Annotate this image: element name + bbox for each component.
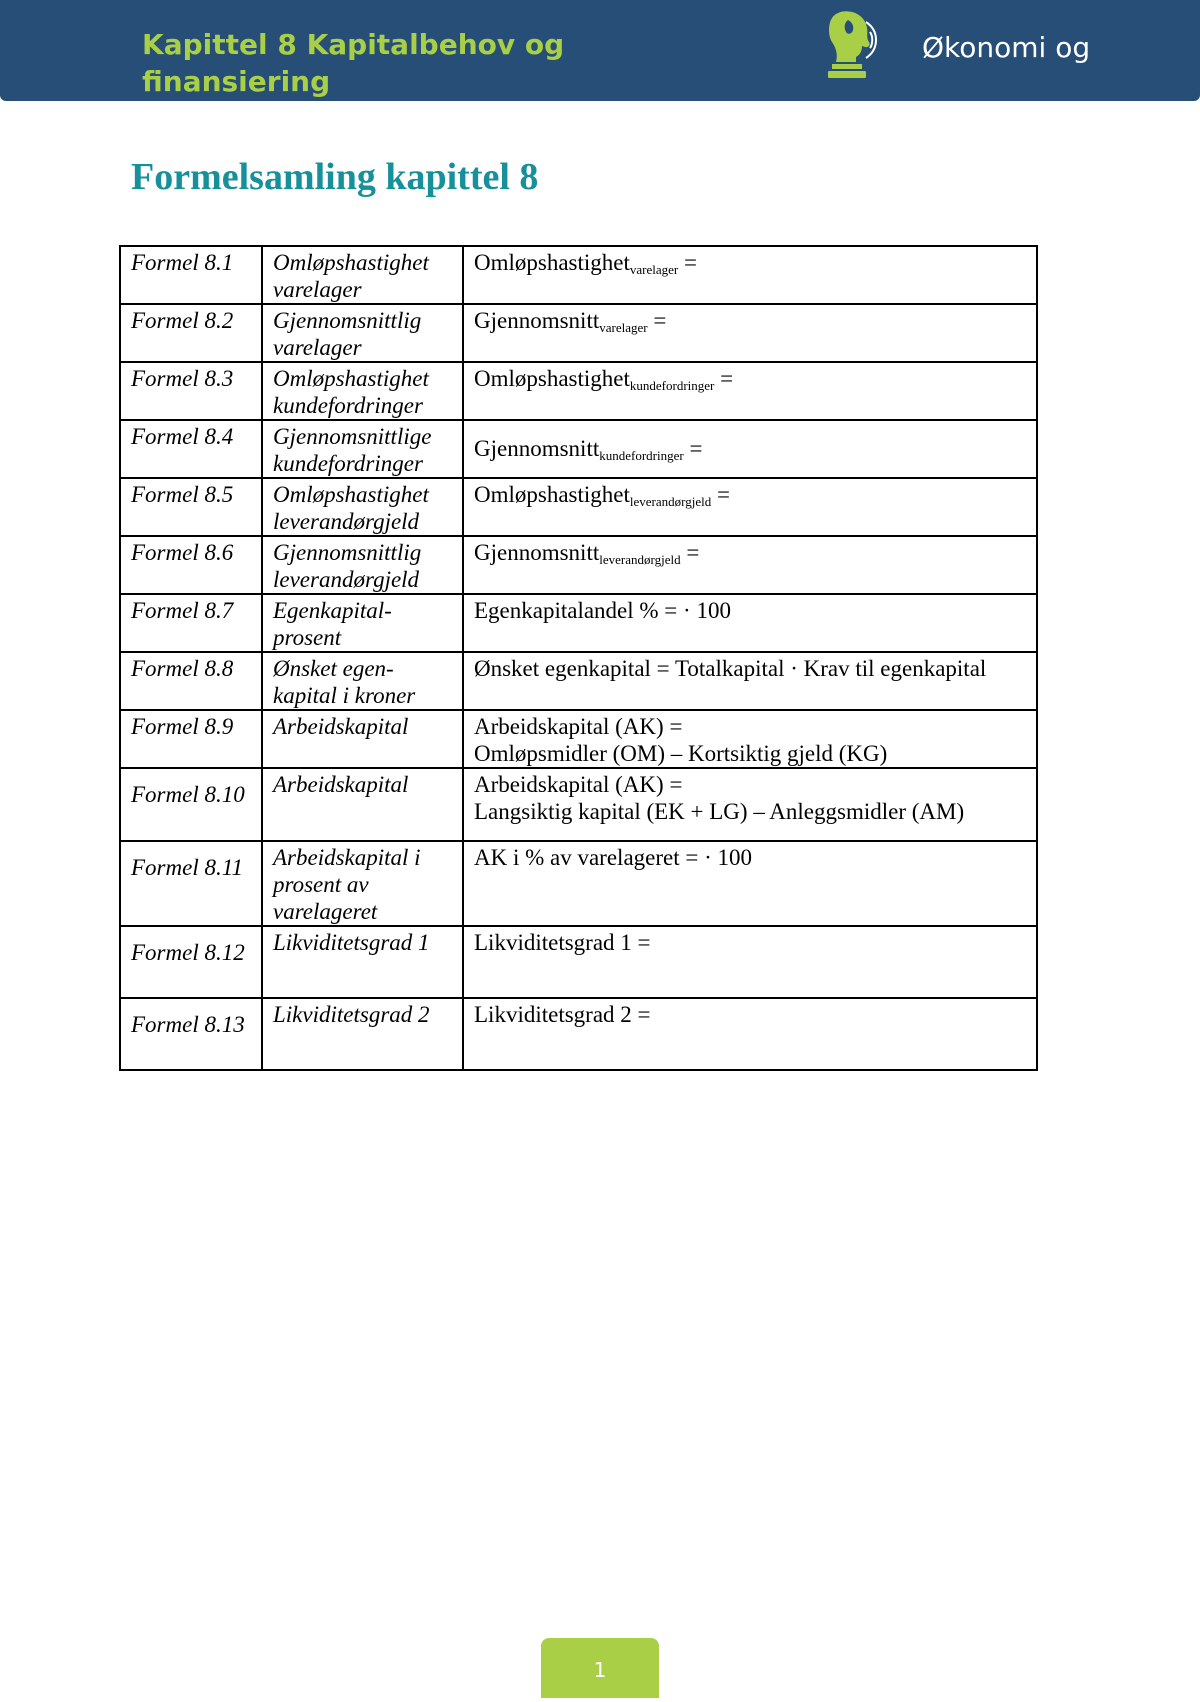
formula-number: Formel 8.11 [120, 841, 262, 926]
formula-expression: Omløpshastighet$_{varelager}$ = [463, 246, 1037, 304]
formula-row [120, 926, 1037, 998]
formula-number: Formel 8.2 [120, 304, 262, 362]
formula-expression: Likviditetsgrad 2 = [463, 998, 1037, 1070]
formula-name: Gjennomsnittlig varelager [262, 304, 463, 362]
formula-expression: Egenkapitalandel % = · 100 [463, 594, 1037, 652]
formula-number: Formel 8.4 [120, 420, 262, 478]
formula-expression: AK i % av varelageret = · 100 [463, 841, 1037, 926]
formula-name: Ønsket egen-kapital i kroner [262, 652, 463, 710]
formula-name: Arbeidskapital i prosent av varelageret [262, 841, 463, 926]
chapter-title: Kapittel 8 Kapitalbehov og finansiering [142, 28, 565, 98]
formula-name: Omløpshastighet kundefordringer [262, 362, 463, 420]
formula-row [120, 536, 1037, 594]
formula-name: Gjennomsnittlige kundefordringer [262, 420, 463, 478]
formula-name: Likviditetsgrad 2 [262, 998, 463, 1070]
formula-name: Arbeidskapital [262, 768, 463, 841]
formula-row [120, 710, 1037, 768]
formula-number: Formel 8.5 [120, 478, 262, 536]
formula-expression: Gjennomsnitt$_{leverandørgjeld}$ = [463, 536, 1037, 594]
formula-row [120, 768, 1037, 841]
formula-expression: Arbeidskapital (AK) = Omløpsmidler (OM) – Kortsiktig gjeld (KG) [463, 710, 1037, 768]
formula-expression: Omløpshastighet$_{leverandørgjeld}$ = [463, 478, 1037, 536]
formula-name: Egenkapital-prosent [262, 594, 463, 652]
formula-number: Formel 8.13 [120, 998, 262, 1070]
formula-expression: Gjennomsnitt$_{kundefordringer}$ = [463, 420, 1037, 478]
formula-row [120, 420, 1037, 478]
formula-name: Likviditetsgrad 1 [262, 926, 463, 998]
formula-row [120, 652, 1037, 710]
formula-name: Omløpshastighet leverandørgjeld [262, 478, 463, 536]
formula-number: Formel 8.8 [120, 652, 262, 710]
formula-number: Formel 8.10 [120, 768, 262, 841]
formula-row [120, 841, 1037, 926]
formula-row [120, 304, 1037, 362]
formula-number: Formel 8.9 [120, 710, 262, 768]
formula-expression: Ønsket egenkapital = Totalkapital · Krav til egenkapital [463, 652, 1037, 710]
formula-row [120, 594, 1037, 652]
formula-name: Omløpshastighet varelager [262, 246, 463, 304]
formula-name: Gjennomsnittlig leverandørgjeld [262, 536, 463, 594]
formula-number: Formel 8.12 [120, 926, 262, 998]
formula-expression: Arbeidskapital (AK) = Langsiktig kapital (EK + LG) – Anleggsmidler (AM) [463, 768, 1037, 841]
formula-row [120, 998, 1037, 1070]
formula-number: Formel 8.3 [120, 362, 262, 420]
formula-number: Formel 8.6 [120, 536, 262, 594]
formula-expression: Likviditetsgrad 1 = [463, 926, 1037, 998]
formula-row [120, 246, 1037, 304]
page-number: 1 [541, 1638, 659, 1698]
document-title: Formelsamling kapittel 8 [131, 156, 539, 198]
formula-row [120, 478, 1037, 536]
formula-row [120, 362, 1037, 420]
formula-table [119, 245, 1038, 1071]
formula-number: Formel 8.7 [120, 594, 262, 652]
formula-name: Arbeidskapital [262, 710, 463, 768]
formula-expression: Gjennomsnitt$_{varelager}$ = [463, 304, 1037, 362]
formula-expression: Omløpshastighet$_{kundefordringer}$ = [463, 362, 1037, 420]
brand-text: Økonomi og [922, 31, 1091, 64]
chess-knight-head-icon [822, 10, 880, 80]
formula-number: Formel 8.1 [120, 246, 262, 304]
